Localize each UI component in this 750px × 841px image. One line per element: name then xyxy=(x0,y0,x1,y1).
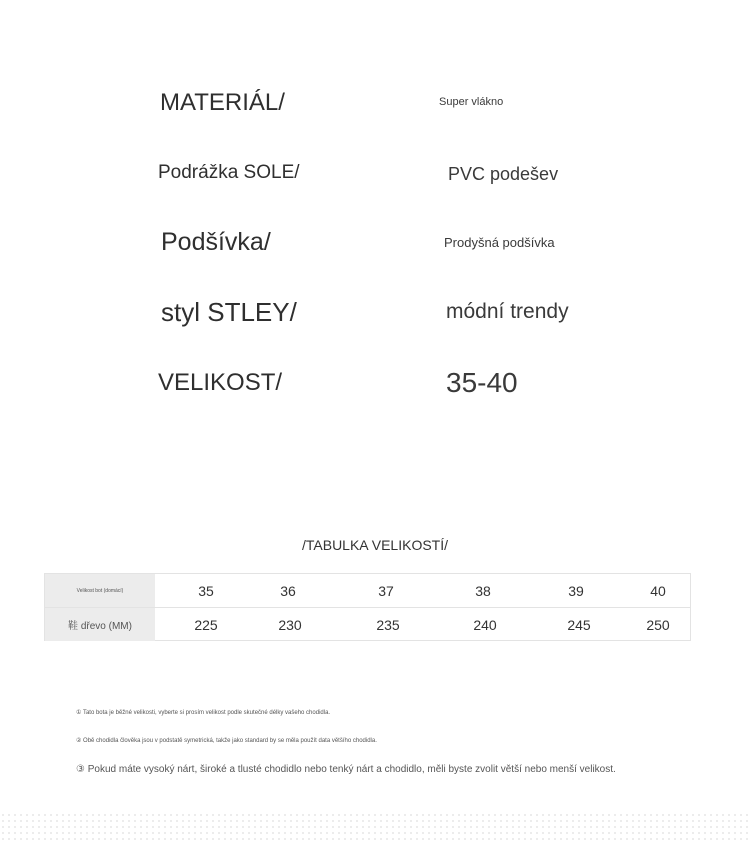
spec-label-style: styl STLEY/ xyxy=(161,297,297,327)
size-cell: 35 xyxy=(198,582,214,599)
length-cell: 225 xyxy=(194,616,218,633)
size-cell: 37 xyxy=(378,582,394,599)
length-row xyxy=(45,608,690,641)
size-table xyxy=(44,573,691,641)
size-cell: 40 xyxy=(650,582,666,599)
spec-value-material: Super vlákno xyxy=(439,96,504,108)
length-cell: 240 xyxy=(473,616,497,633)
length-row-header: 鞋 dřevo (MM) xyxy=(45,608,155,641)
spec-label-sole: Podrážka SOLE/ xyxy=(158,162,300,183)
spec-value-lining: Prodyšná podšívka xyxy=(444,235,555,250)
note-3: ③ Pokud máte vysoký nárt, široké a tlusté chodidlo nebo tenký nárt a chodidlo, měli byste zvolit větší nebo menší velikost. xyxy=(76,764,616,775)
length-cell: 245 xyxy=(567,616,591,633)
spec-label-lining: Podšívka/ xyxy=(161,228,271,256)
size-chart-title: /TABULKA VELIKOSTÍ/ xyxy=(301,537,448,553)
note-1: ① Tato bota je běžné velikosti, vyberte si prosím velikost podle skutečné délky vašeho chodidla. xyxy=(76,710,331,716)
spec-value-style: módní trendy xyxy=(446,300,569,323)
size-row-header: Velikost bot (domácí) xyxy=(45,574,155,607)
spec-label-size: VELIKOST/ xyxy=(158,369,283,396)
size-row xyxy=(45,574,690,608)
length-cell: 230 xyxy=(278,616,302,633)
size-cell: 39 xyxy=(568,582,584,599)
spec-value-size: 35-40 xyxy=(446,367,518,398)
length-cell: 250 xyxy=(646,616,670,633)
dotted-divider xyxy=(0,812,750,841)
note-2: ② Obě chodidla člověka jsou v podstatě symetrická, takže jako standard by se měla použít data většího chodidla. xyxy=(76,738,377,744)
size-cell: 36 xyxy=(280,582,296,599)
spec-value-sole: PVC podešev xyxy=(448,164,559,184)
spec-label-material: MATERIÁL/ xyxy=(160,89,285,116)
size-cell: 38 xyxy=(475,582,491,599)
length-cell: 235 xyxy=(376,616,400,633)
